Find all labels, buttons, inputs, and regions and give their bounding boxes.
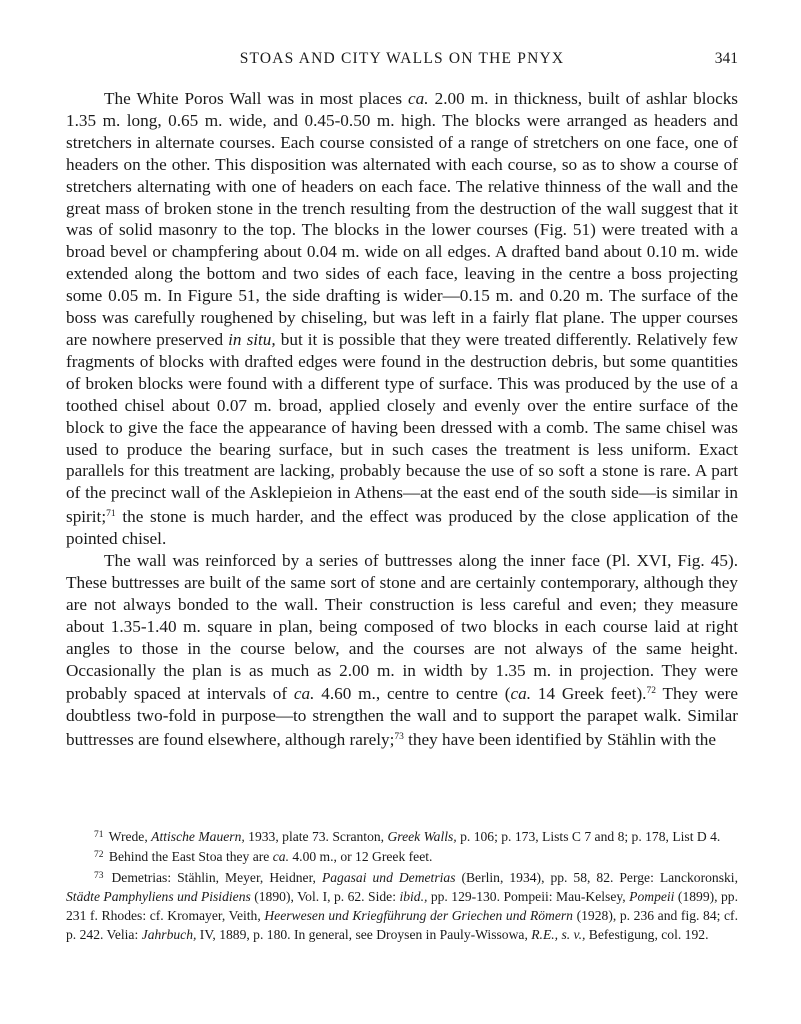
paragraph-1: The White Poros Wall was in most places ca. 2.00 m. in thickness, built of ashlar blocks 1.35 m. long, 0.65 m. wide, and 0.45-0.50 m. high. The blocks were arranged as headers and stretchers in alternate courses. Each course consisted of a range of stretchers on one face, one of headers on the other. This disposition was alternated with each course, so as to show a course of stretchers alternating with one of headers on each face. The relative thinness of the wall and the great mass of broken stone in the trench resulting from the destruction of the wall suggest that it was of solid masonry to the top. The blocks in the lower courses (Fig. 51) were treated with a broad bevel or champfering about 0.04 m. wide on all edges. A drafted band about 0.10 m. wide extended along the bottom and two sides of each face, leaving in the centre a boss projecting some 0.05 m. In Figure 51, the side drafting is wider—0.15 m. and 0.20 m. The surface of the boss was carefully roughened by chiseling, but was left in a fairly flat plane. The upper courses are nowhere preserved in situ, but it is possible that they were treated differently. Relatively few fragments of blocks with drafted edges were found in the destruction debris, but some quantities of broken blocks were found with a different type of surface. This was produced by the use of a toothed chisel about 0.07 m. broad, applied closely and evenly over the entire surface of the block to give the face the appearance of having been dressed with a comb. The same chisel was used to produce the bearing surface, but in such cases the treatment is less uniform. Exact parallels for this treatment are lacking, probably because the use of so soft a stone is rare. A part of the precinct wall of the Asklepieion in Athens—at the east end of the south side—is similar in spirit;$^{71}$ the stone is much harder, and the effect was produced by the close application of the pointed chisel. bbox=[66, 89, 738, 549]
running-title: STOAS AND CITY WALLS ON THE PNYX bbox=[239, 50, 565, 67]
body-text bbox=[66, 88, 738, 751]
footnote-ref-72: 72 bbox=[646, 686, 656, 697]
footnote-71: $^{71}$ Wrede, Attische Mauern, 1933, plate 73. Scranton, Greek Walls, p. 106; p. 173, Lists C 7 and 8; p. 178, List D 4. bbox=[94, 829, 721, 844]
paragraph-2: The wall was reinforced by a series of buttresses along the inner face (Pl. XVI, Fig. 45). These buttresses are built of the same sort of stone and are certainly contemporary, although they are not always bonded to the wall. Their construction is less careful and even; they measure about 1.35-1.40 m. square in plan, being composed of two blocks in each course laid at right angles to those in the course below, and the courses are not always of the same height. Occasionally the plan is as much as 2.00 m. in width by 1.35 m. in projection. They were probably spaced at intervals of ca. 4.60 m., centre to centre (ca. 14 Greek feet).$^{72}$ They were doubtless two-fold in purpose—to strengthen the wall and to support the parapet walk. Similar buttresses are found elsewhere, although rarely;$^{73}$ they have been identified by Stählin with the bbox=[66, 551, 739, 750]
footnote-ref-73: 73 bbox=[394, 732, 404, 743]
page-number: 341 bbox=[714, 50, 738, 67]
footnote-72: $^{72}$ Behind the East Stoa they are ca. 4.00 m., or 12 Greek feet. bbox=[94, 849, 433, 865]
footnotes bbox=[66, 826, 738, 945]
footnote-ref-71: 71 bbox=[106, 509, 116, 520]
footnote-73: $^{73}$ Demetrias: Stählin, Meyer, Heidner, Pagasai und Demetrias (Berlin, 1934), pp. 58, 82. Perge: Lanckoronski, Städte Pamphyliens und Pisidiens (1890), Vol. I, p. 62. Side: ibid., pp. 129-130. Pompeii: Mau-Kelsey, Pompeii (1899), pp. 231 f. Rhodes: cf. Kromayer, Veith, Heerwesen und Kriegführung der Griechen und Römern (1928), p. 236 and fig. 84; cf. p. 242. Velia: Jahrbuch, IV, 1889, p. 180. In general, see Droysen in Pauly-Wissowa, R.E., s. v., Befestigung, col. 192. bbox=[66, 869, 739, 943]
page-header bbox=[66, 50, 738, 74]
